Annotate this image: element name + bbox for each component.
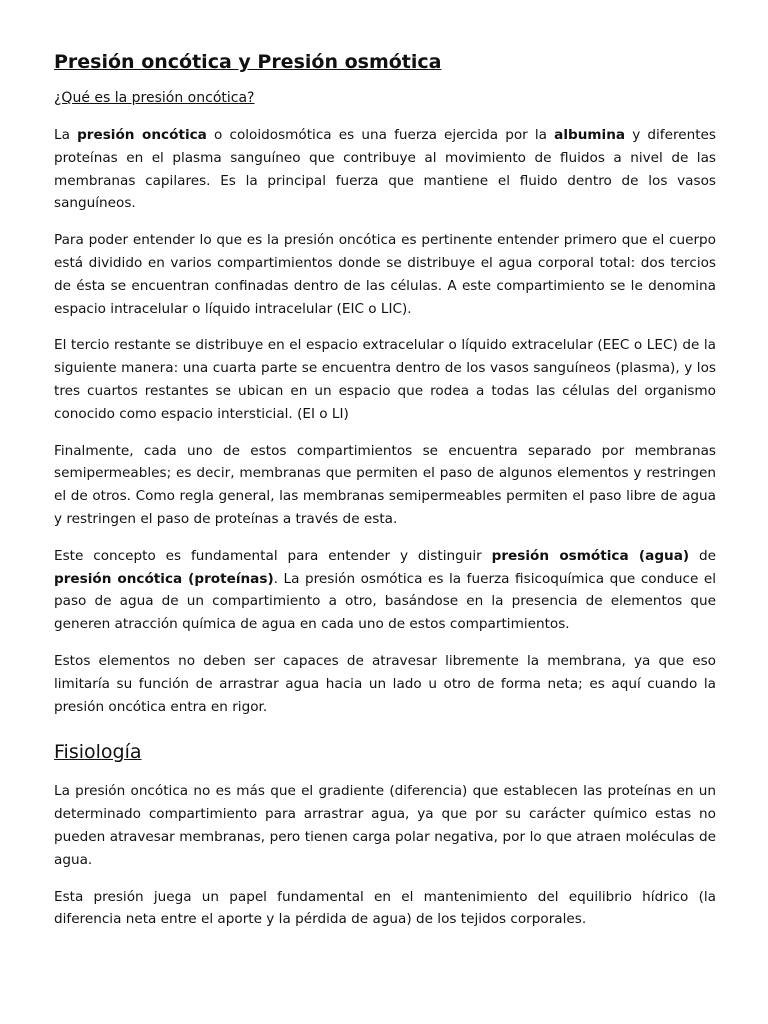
section-heading-fisiologia: Fisiología xyxy=(54,741,142,764)
paragraph-1: La presión oncótica o coloidosmótica es una fuerza ejercida por la albumina y diferentes proteínas en el plasma sanguíneo que contribuye al movimiento de fluidos a nivel de las membranas capilares. Es la principal fuerza que mantiene el fluido dentro de los vasos sanguíneos. xyxy=(54,127,717,212)
paragraph-5: Este concepto es fundamental para entender y distinguir presión osmótica (agua) de presión oncótica (proteínas). La presión osmótica es la fuerza fisicoquímica que conduce el paso de agua de un compartimiento a otro, basándose en la presencia de elementos que generen atracción química de agua en cada uno de estos compartimientos. xyxy=(54,547,716,633)
bold-term: presión oncótica (proteínas) xyxy=(54,570,274,587)
bold-term: presión oncótica xyxy=(77,127,207,143)
bold-term: albumina xyxy=(554,127,626,143)
paragraph-8: Esta presión juega un papel fundamental en el mantenimiento del equilibrio hídrico (la diferencia neta entre el aporte y la pérdida de agua) de los tejidos corporales. xyxy=(54,888,716,928)
paragraph-6: Estos elementos no deben ser capaces de atravesar libremente la membrana, ya que eso limitaría su función de arrastrar agua hacia un lado u otro de forma neta; es aquí cuando la presión oncótica entra en rigor. xyxy=(54,652,716,715)
paragraph-3: El tercio restante se distribuye en el espacio extracelular o líquido extracelular (EEC o LEC) de la siguiente manera: una cuarta parte se encuentra dentro de los vasos sanguíneos (plasma), y los tres cuartos restantes se ubican en un espacio que rodea a todas las células del organismo conocido como espacio intersticial. (EI o LI) xyxy=(54,337,716,422)
bold-term: presión osmótica (agua) xyxy=(491,547,690,564)
document-title: Presión oncótica y Presión osmótica xyxy=(54,51,442,73)
paragraph-7: La presión oncótica no es más que el gradiente (diferencia) que establecen las proteínas en un determinado compartimiento para arrastrar agua, ya que por su carácter químico estas no pueden atravesar membranas, pero tienen carga polar negativa, por lo que atraen moléculas de agua. xyxy=(54,783,716,868)
paragraph-4: Finalmente, cada uno de estos compartimientos se encuentra separado por membranas semipermeables; es decir, membranas que permiten el paso de algunos elementos y restringen el de otros. Como regla general, las membranas semipermeables permiten el paso libre de agua y restringen el paso de proteínas a través de esta. xyxy=(54,442,716,527)
question-heading: ¿Qué es la presión oncótica? xyxy=(54,90,255,106)
paragraph-2: Para poder entender lo que es la presión oncótica es pertinente entender primero que el cuerpo está dividido en varios compartimientos donde se distribuye el agua corporal total: dos tercios de ésta se encuentran confinadas dentro de las células. A este compartimiento se le denomina espacio intracelular o líquido intracelular (EIC o LIC). xyxy=(54,232,716,317)
